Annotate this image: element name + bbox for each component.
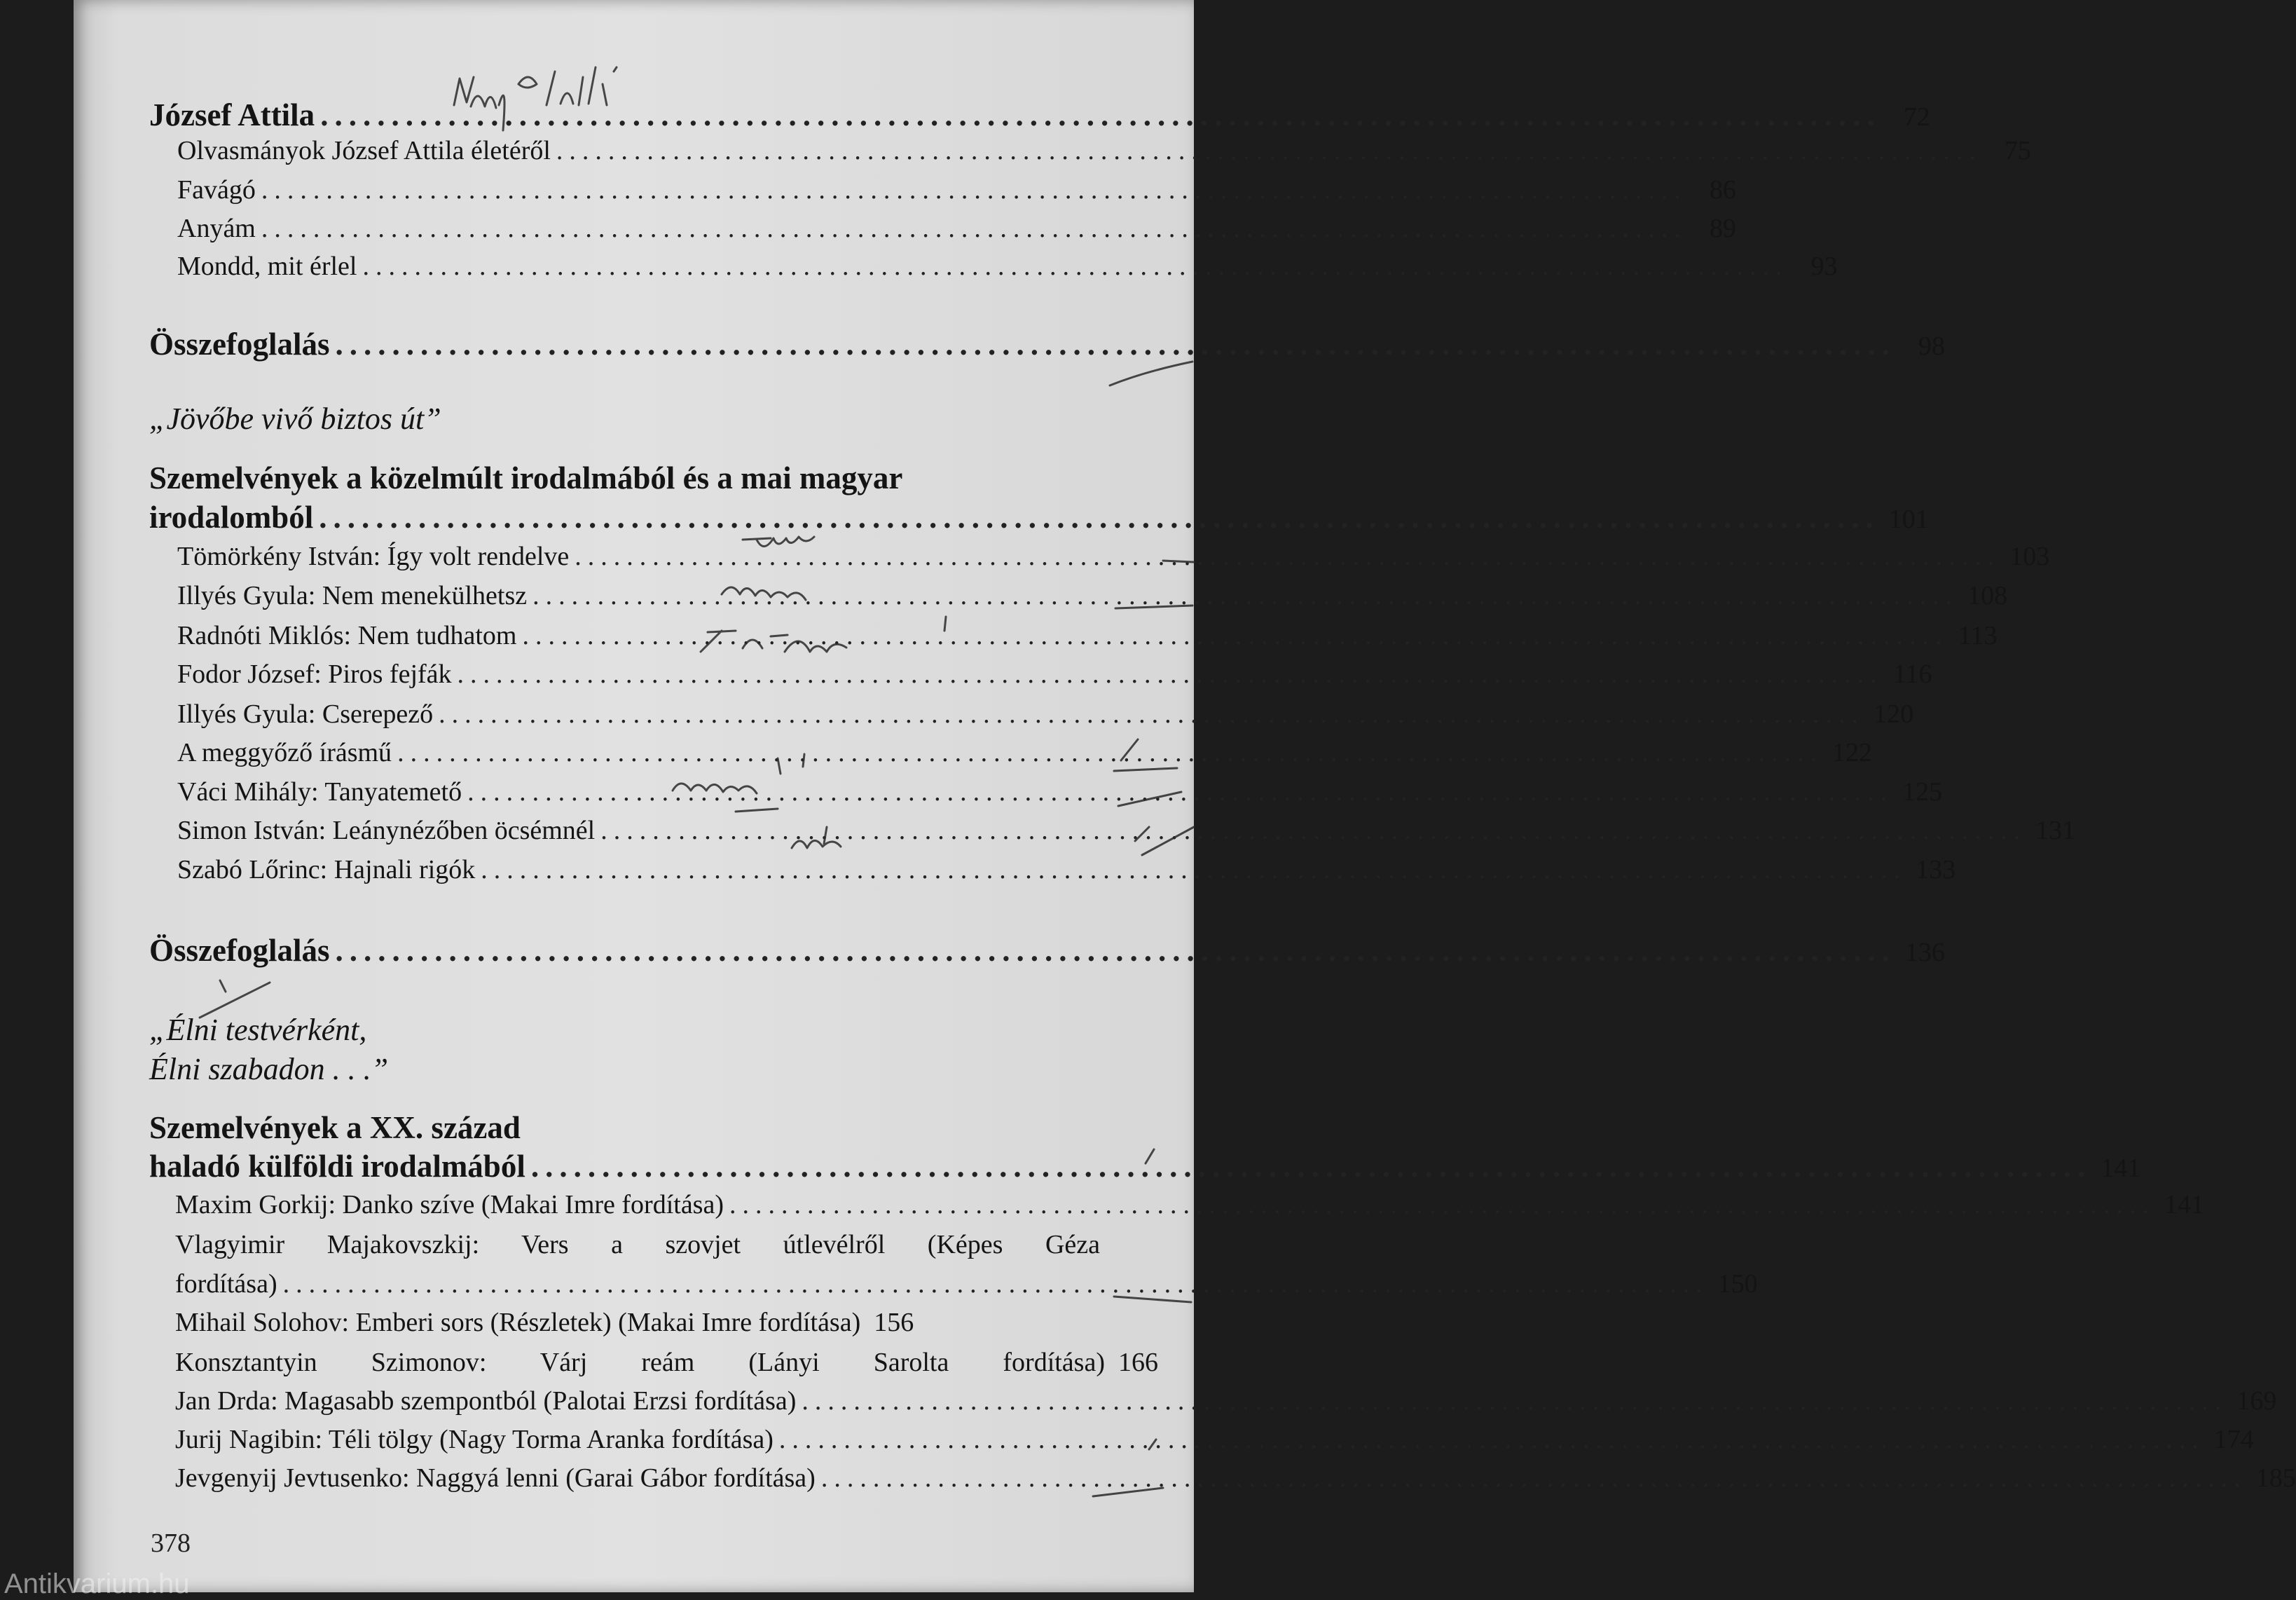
toc-label: Fodor József: Piros fejfák	[177, 659, 452, 689]
pencil-scribble-top	[454, 67, 617, 130]
toc-label: Illyés Gyula: Nem menekülhetsz	[177, 581, 528, 610]
page-number: 378	[151, 1529, 191, 1558]
dot-leader: ..............................................................................................................	[397, 738, 1824, 767]
dot-leader: ..............................................................................................................	[600, 816, 2027, 845]
toc-page: 72	[1903, 102, 1930, 132]
dot-leader: ..............................................................................................................	[802, 1386, 2228, 1416]
toc-page: 156	[874, 1308, 914, 1337]
toc-page: 174	[2213, 1425, 2254, 1454]
toc-page: 116	[1892, 659, 1932, 689]
toc-label: A meggyőző írásmű	[177, 738, 392, 767]
toc-label: Simon István: Leánynézőben öcsémnél	[177, 816, 596, 845]
pencil-scribble	[792, 827, 841, 848]
toc-page: 150	[1717, 1269, 1758, 1299]
pencil-scribble	[722, 587, 806, 600]
pencil-mark	[1110, 362, 1192, 385]
section-motto-line2: Élni szabadon . . .”	[149, 1052, 389, 1086]
toc-page: 108	[1967, 581, 2008, 610]
toc-page: 141	[2164, 1190, 2204, 1219]
toc-page: 93	[1810, 252, 1838, 281]
pencil-mark	[1115, 606, 1192, 608]
toc-label: Favágó	[177, 175, 256, 205]
toc-label: Váci Mihály: Tanyatemető	[177, 777, 462, 807]
toc-label: Mihail Solohov: Emberi sors (Részletek) (Makai Imre fordítása)	[175, 1308, 861, 1337]
toc-label: Tömörkény István: Így volt rendelve	[177, 542, 570, 571]
toc-page: 185	[2255, 1463, 2296, 1493]
toc-label: Jurij Nagibin: Téli tölgy (Nagy Torma Aranka fordítása)	[175, 1425, 774, 1454]
dot-leader: ..............................................................................................................	[532, 581, 1959, 610]
toc-label: Olvasmányok József Attila életéről	[177, 136, 551, 165]
pencil-scribble	[743, 537, 814, 547]
pencil-mark	[1149, 1440, 1156, 1449]
toc-label: irodalomból	[149, 500, 314, 535]
toc-page: 101	[1888, 505, 1929, 534]
toc-page: 89	[1709, 214, 1736, 243]
toc-label: Jevgenyij Jevtusenko: Naggyá lenni (Garai Gábor fordítása)	[175, 1463, 816, 1493]
dot-leader: ..............................................................................................................	[362, 252, 1789, 281]
toc-page: 75	[2004, 136, 2031, 165]
toc-label: Konsztantyin Szimonov: Várj reám (Lányi Sarolta fordítása)	[175, 1348, 1105, 1377]
dot-leader: ..............................................................................................................	[481, 855, 1907, 884]
dot-leader: ..............................................................................................................	[522, 621, 1948, 650]
toc-label: Összefoglalás	[149, 933, 330, 968]
toc-item-wrapped-line: Vlagyimir Majakovszkij: Vers a szovjet útlevélről (Képes Géza	[175, 1230, 1100, 1259]
pencil-mark	[1114, 1297, 1191, 1302]
dot-leader: ..............................................................................................................	[467, 777, 1894, 807]
pencil-mark	[1093, 1488, 1163, 1496]
toc-label: fordítása)	[175, 1269, 277, 1299]
toc-label: Radnóti Miklós: Nem tudhatom	[177, 621, 517, 650]
dot-leader: ..............................................................................................................	[729, 1190, 2155, 1219]
section-motto-line1: „Élni testvérként,	[149, 1013, 367, 1047]
toc-label: Összefoglalás	[149, 327, 330, 362]
pencil-mark	[200, 980, 270, 1018]
dot-leader: ..............................................................................................................	[335, 933, 1896, 968]
toc-label: haladó külföldi irodalmából	[149, 1149, 525, 1184]
toc-page: 120	[1874, 699, 1914, 729]
toc-page: 122	[1832, 738, 1873, 767]
toc-page: 169	[2236, 1386, 2277, 1416]
dot-leader: ..............................................................................................................	[575, 542, 2001, 571]
dot-leader: ..............................................................................................................	[319, 500, 1880, 535]
toc-page: 103	[2009, 542, 2050, 571]
toc-label: Jan Drda: Magasabb szempontból (Palotai Erzsi fordítása)	[175, 1386, 797, 1416]
pencil-mark	[1114, 739, 1177, 771]
dot-leader: ..............................................................................................................	[261, 175, 1687, 205]
dot-leader: ..............................................................................................................	[530, 1149, 2092, 1184]
toc-label: Illyés Gyula: Cserepező	[177, 699, 434, 729]
toc-page: 113	[1958, 621, 1998, 650]
dot-leader: ..............................................................................................................	[282, 1269, 1709, 1299]
toc-label: Mondd, mit érlel	[177, 252, 357, 281]
toc-label: Szabó Lőrinc: Hajnali rigók	[177, 855, 476, 884]
pencil-mark	[1142, 827, 1194, 855]
toc-label: József Attila	[149, 97, 315, 132]
toc-page: 98	[1918, 331, 1945, 361]
pencil-scribble	[701, 617, 946, 652]
pencil-mark	[778, 754, 804, 774]
section-heading: Szemelvények a közelmúlt irodalmából és a mai magyar	[149, 460, 903, 495]
dot-leader: ..............................................................................................................	[335, 327, 1896, 362]
toc-page: 136	[1904, 938, 1945, 967]
dot-leader: ..............................................................................................................	[261, 214, 1687, 243]
pencil-mark	[1118, 792, 1181, 841]
toc-page: 133	[1916, 855, 1956, 884]
watermark: Antikvarium.hu	[4, 1568, 190, 1599]
dot-leader: ..............................................................................................................	[820, 1463, 2247, 1493]
section-motto: „Jövőbe vivő biztos út”	[149, 402, 441, 436]
dot-leader: ..............................................................................................................	[778, 1425, 2205, 1454]
dot-leader: ..............................................................................................................	[439, 699, 1865, 729]
pencil-scribble	[673, 784, 778, 812]
dot-leader: ..............................................................................................................	[320, 97, 1881, 132]
pencil-mark	[1146, 1149, 1154, 1163]
toc-page: 166	[1118, 1348, 1158, 1377]
toc-page: 141	[2101, 1154, 2141, 1183]
section-heading: Szemelvények a XX. század	[149, 1110, 521, 1145]
toc-page: 131	[2035, 816, 2076, 845]
pencil-mark	[1163, 561, 1194, 562]
dot-leader: ..............................................................................................................	[457, 659, 1883, 689]
toc-page: 125	[1902, 777, 1943, 807]
dot-leader: ..............................................................................................................	[556, 136, 1982, 165]
toc-label: Maxim Gorkij: Danko szíve (Makai Imre fordítása)	[175, 1190, 724, 1219]
toc-label: Anyám	[177, 214, 256, 243]
toc-page: 86	[1709, 175, 1736, 205]
